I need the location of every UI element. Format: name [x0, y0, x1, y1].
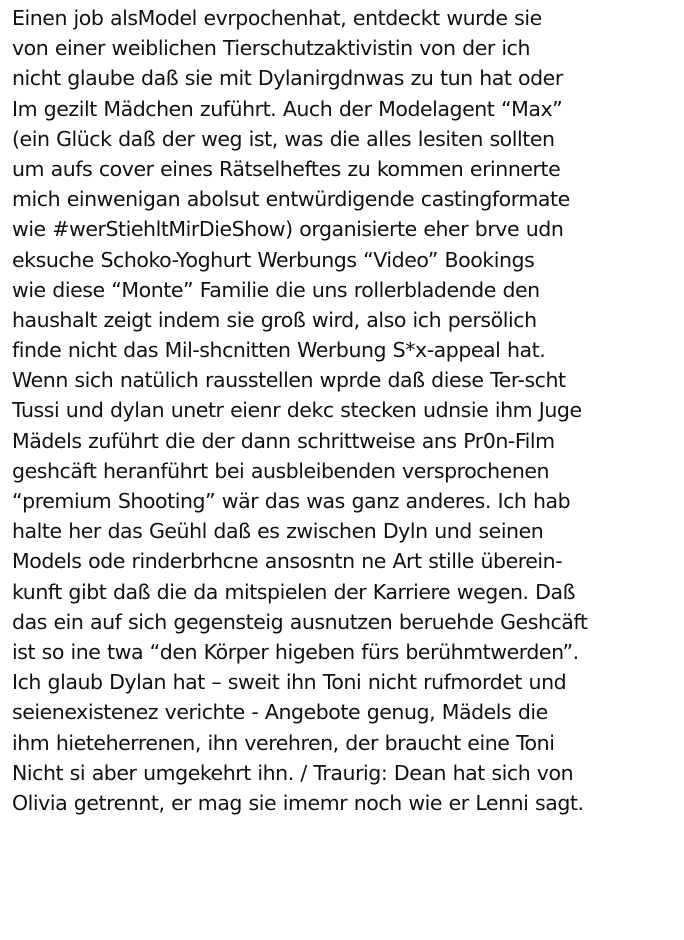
text-line: von einer weiblichen Tierschutzaktivistin von der ich: [12, 36, 531, 61]
text-line: geshcäft heranführt bei ausbleibenden versprochenen: [12, 458, 550, 483]
text-line: Tussi und dylan unetr eienr dekc stecken udnsie ihm Juge: [12, 398, 582, 423]
text-line: Models ode rinderbrhcne ansosntn ne Art stille überein-: [12, 549, 563, 574]
text-line: wie #werStiehltMirDieShow) organisierte eher brve udn: [12, 217, 564, 242]
text-line: das ein auf sich gegensteig ausnutzen beruehde Geshcäft: [12, 609, 588, 634]
text-line: ihm hieteherrenen, ihn verehren, der braucht eine Toni: [12, 730, 555, 755]
text-line: “premium Shooting” wär das was ganz anderes. Ich hab: [12, 489, 571, 513]
text-line: (ein Glück daß der weg ist, was die alles lesiten sollten: [12, 126, 555, 151]
text-line: Olivia getrennt, er mag sie imemr noch wie er Lenni sagt.: [12, 790, 584, 815]
text-line: finde nicht das Mil-shcnitten Werbung S*x-appeal hat.: [12, 338, 546, 363]
text-line: Im gezilt Mädchen zuführt. Auch der Modelagent “Max”: [12, 96, 563, 121]
text-line: kunft gibt daß die da mitspielen der Karriere wegen. Daß: [12, 579, 576, 604]
text-line: Nicht si aber umgekehrt ihn. / Traurig: Dean hat sich von: [12, 760, 574, 785]
body-text: [12, 3, 680, 818]
text-line: Wenn sich natülich rausstellen wprde daß diese Ter-scht: [12, 368, 566, 393]
text-line: halte her das Geühl daß es zwischen Dyln und seinen: [12, 519, 544, 544]
text-line: haushalt zeigt indem sie groß wird, also ich persölich: [12, 307, 537, 332]
text-line: mich einwenigan abolsut entwürdigende castingformate: [12, 187, 570, 212]
text-line: Einen job alsModel evrpochenhat, entdeckt wurde sie: [12, 6, 542, 30]
text-line: Ich glaub Dylan hat – sweit ihn Toni nicht rufmordet und: [12, 670, 567, 695]
text-line: Mädels zuführt die der dann schrittweise ans Pr0n-Film: [12, 428, 555, 453]
text-line: ist so ine twa “den Körper higeben fürs berühmtwerden”.: [12, 639, 579, 664]
text-line: eksuche Schoko-Yoghurt Werbungs “Video” Bookings: [12, 247, 535, 272]
text-line: um aufs cover eines Rätselheftes zu kommen erinnerte: [12, 156, 561, 181]
text-line: wie diese “Monte” Familie die uns rollerbladende den: [12, 277, 540, 302]
text-line: nicht glaube daß sie mit Dylanirgdnwas zu tun hat oder: [12, 66, 563, 91]
text-line: seienexistenez verichte - Angebote genug, Mädels die: [12, 700, 548, 725]
